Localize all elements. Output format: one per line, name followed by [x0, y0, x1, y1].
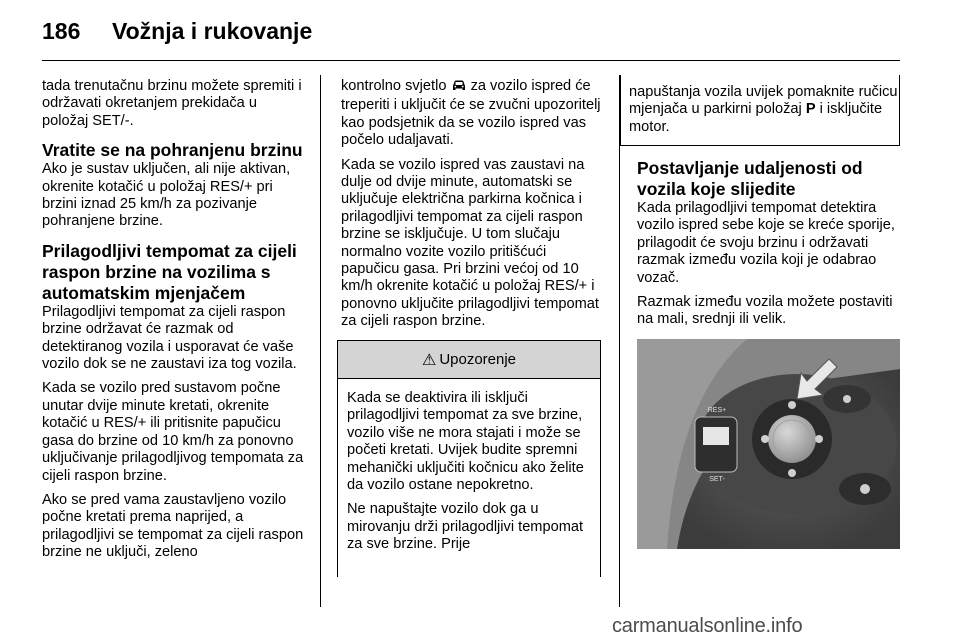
- text-run: i isključite motor.: [629, 101, 883, 135]
- warning-box: [337, 340, 601, 577]
- res-plus-label: RES+: [707, 407, 727, 414]
- warning-title: Upozorenje: [439, 351, 517, 368]
- set-minus-label: SET-: [709, 476, 725, 483]
- header-rule: [42, 60, 900, 61]
- column-1: [42, 78, 304, 569]
- column-divider: [619, 75, 620, 607]
- paragraph: Kada prilagodljivi tempomat detektira vozilo ispred sebe koje se kreće sporije, prilagodit će svoju brzinu i održavati razmak između vozila koji je odabrao vozač.: [637, 200, 895, 286]
- warning-icon: ⚠: [421, 351, 437, 369]
- paragraph: [341, 78, 603, 150]
- paragraph: Razmak između vozila možete postaviti na mali, srednji ili velik.: [637, 294, 893, 328]
- paragraph: Ako se pred vama zaustavljeno vozilo počne kretati prema naprijed, a prilagodljivi se tempomat za cijeli raspon brzine ne uključi, zeleno: [42, 491, 304, 561]
- paragraph: tada trenutačnu brzinu možete spremiti i održavati okretanjem prekidača u položaj SET/-.: [42, 78, 302, 129]
- paragraph: Kada se vozilo ispred vas zaustavi na dulje od dvije minute, automatski se uključuje električna parkirna kočnica i prilagodljivi tempomat za cijeli raspon brzine se isključuje. U tom slučaju normalno vozite vozilo pritišćući papučicu gasa. Pri brzini većoj od 10 km/h okrenite kotačić u položaj RES/+ i ponovno uključite prilagodljivi tempomat za cijeli raspon brzine.: [341, 156, 599, 330]
- paragraph: Kada se vozilo pred sustavom počne unutar dvije minute kretati, okrenite kotačić u RES/+ ili pritisnite papučicu gasa do brzine od 10 km/h za ponovno uključivanje prilagodljivog tempomata za cijeli raspon brzine.: [42, 380, 304, 484]
- paragraph: Ako je sustav uključen, ali nije aktivan, okrenite kotačić u položaj RES/+ pri brzini iznad 25 km/h za pozivanje pohranjene brzine.: [42, 161, 291, 230]
- section-heading: Vratite se na pohranjenu brzinu: [42, 140, 303, 161]
- section-heading: Prilagodljivi tempomat za cijeli raspon brzine na vozilima s automatskim mjenjačem: [42, 240, 297, 303]
- warning-paragraph: [621, 75, 899, 136]
- vehicle-ahead-icon: [451, 79, 467, 97]
- page-number: 186: [42, 18, 81, 44]
- steering-wheel-controls-photo: [637, 339, 900, 549]
- paragraph: Prilagodljivi tempomat za cijeli raspon brzine održavat će razmak od detektiranog vozila i usporavat će vaše vozilo dok se ne zaustavi iza tog vozila.: [42, 303, 297, 373]
- warning-box-continued: [620, 75, 900, 146]
- page-title: Vožnja i rukovanje: [112, 18, 313, 44]
- section-heading: Postavljanje udaljenosti od vozila koje slijedite: [637, 158, 863, 199]
- page-header: [42, 18, 312, 45]
- warning-header: [338, 341, 600, 379]
- warning-paragraph: Ne napuštajte vozilo dok ga u mirovanju drži prilagodljivi tempomat za sve brzine. Prije: [347, 501, 584, 553]
- text-run: napuštanja vozila uvijek pomaknite ručicu mjenjača u parkirni položaj: [629, 84, 898, 118]
- column-divider: [320, 75, 321, 607]
- column-2: [341, 78, 603, 338]
- text-run: za vozilo ispred će treperiti i uključit će se zvučni upozoritelj kao podsjetnik da se vozilo ispred vas počelo udaljavati.: [341, 78, 601, 149]
- column-3: [637, 158, 900, 336]
- text-run: kontrolno svjetlo: [341, 78, 447, 94]
- warning-body: [338, 379, 600, 554]
- park-position-label: P: [805, 101, 816, 118]
- watermark: carmanualsonline.info: [612, 615, 803, 637]
- warning-paragraph: Kada se deaktivira ili isključi prilagodljivi tempomat za sve brzine, vozilo više ne mora stajati i može se početi kretati. Uvijek budite spremni mehanički uključiti kočnicu ako želite da vozilo ostane nepokretno.: [347, 390, 584, 494]
